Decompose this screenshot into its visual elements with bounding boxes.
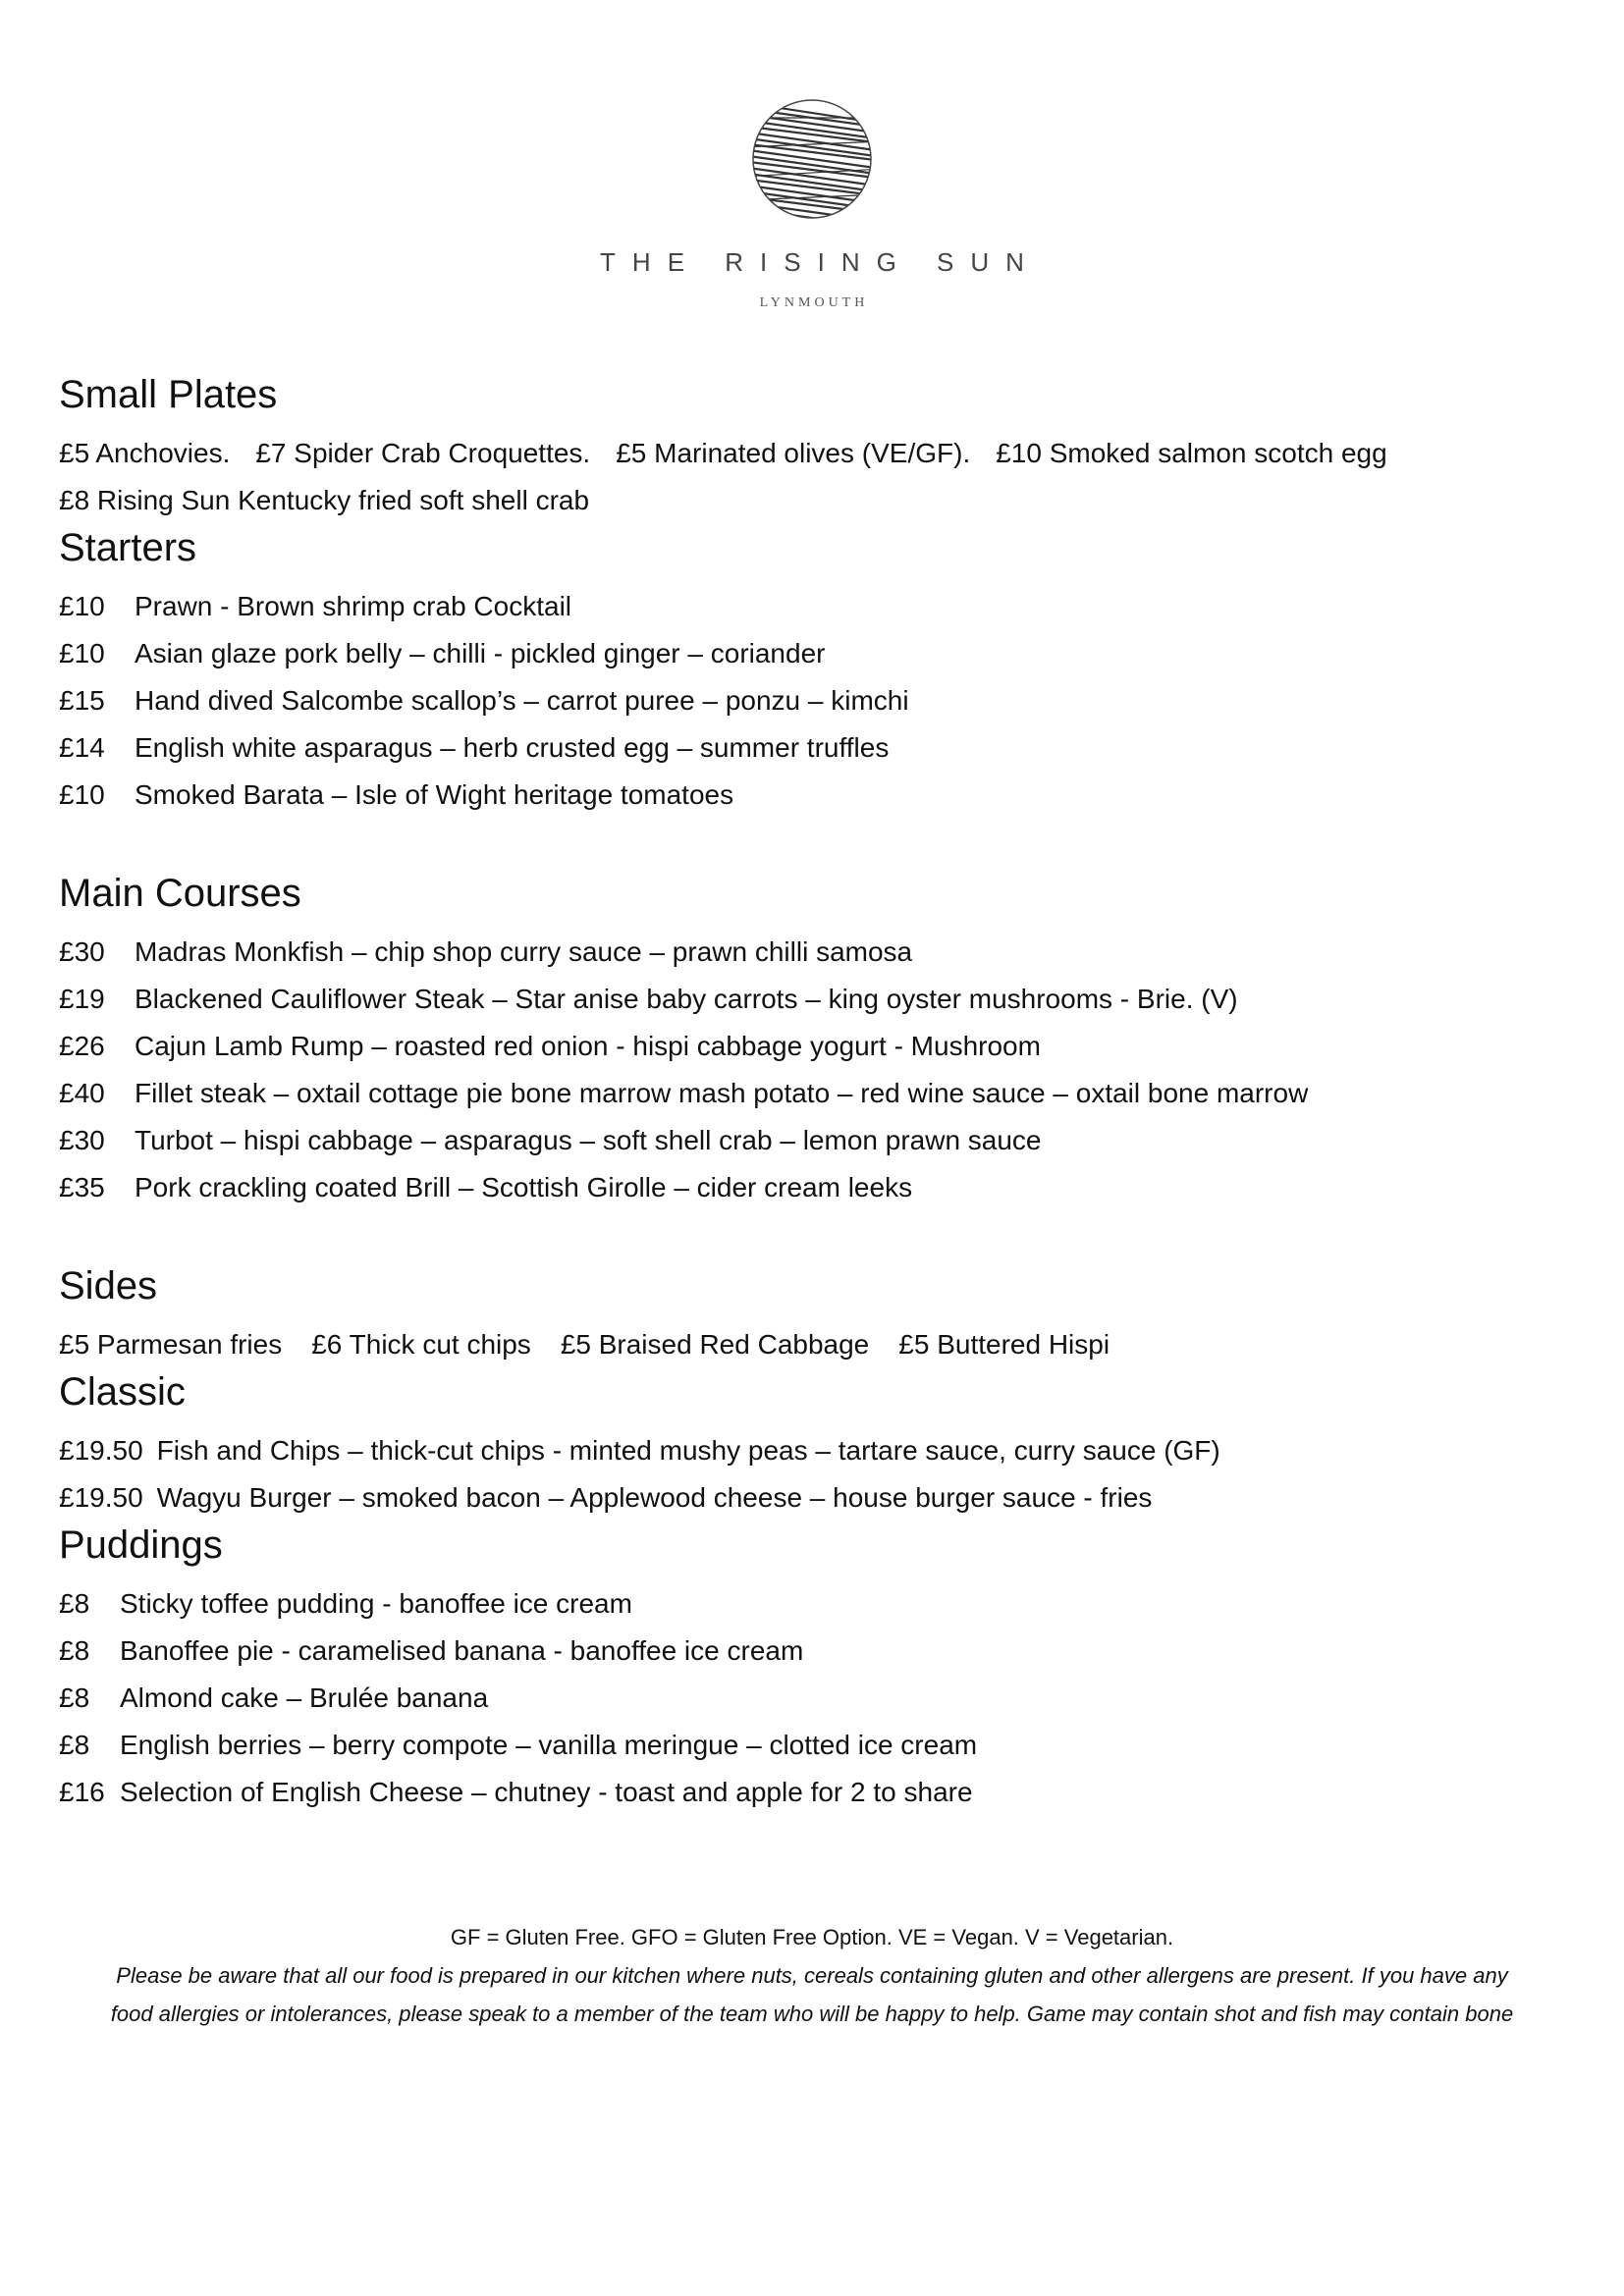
item-name: Prawn - Brown shrimp crab Cocktail: [135, 591, 572, 621]
list-item: [59, 724, 1561, 772]
list-item: [59, 677, 1561, 724]
list-item: [59, 929, 1561, 976]
item-name: Smoked Barata – Isle of Wight heritage tomatoes: [135, 779, 734, 810]
item-price: £10: [59, 591, 105, 621]
item-name: Banoffee pie - caramelised banana - banoffee ice cream: [120, 1635, 804, 1666]
item-name: Turbot – hispi cabbage – asparagus – soft shell crab – lemon prawn sauce: [135, 1125, 1042, 1155]
brand-name: THE RISING SUN: [600, 247, 1041, 277]
item-price: £19.50: [59, 1435, 143, 1466]
dietary-key: GF = Gluten Free. GFO = Gluten Free Option. VE = Vegan. V = Vegetarian.: [450, 1925, 1174, 1949]
list-item: £5 Anchovies.: [59, 438, 231, 468]
section-title-starters: Starters: [59, 526, 197, 569]
item-price: £15: [59, 685, 105, 716]
item-name: Fish and Chips – thick-cut chips - minted mushy peas – tartare sauce, curry sauce (GF): [156, 1435, 1220, 1466]
list-item: [59, 1580, 1561, 1628]
list-item: [59, 583, 1561, 630]
item-price: £16: [59, 1777, 105, 1807]
section-title-classic: Classic: [59, 1370, 186, 1414]
item-price: £10: [59, 638, 105, 668]
list-item: [59, 1474, 1561, 1522]
item-name: Almond cake – Brulée banana: [120, 1682, 489, 1713]
item-name: Blackened Cauliflower Steak – Star anise baby carrots – king oyster mushrooms - Brie. (V): [135, 984, 1238, 1014]
list-item: £5 Parmesan fries: [59, 1329, 283, 1360]
item-name: Hand dived Salcombe scallop’s – carrot puree – ponzu – kimchi: [135, 685, 909, 716]
brand-header: [0, 98, 1624, 311]
list-item: [59, 1722, 1561, 1769]
list-item: £10 Smoked salmon scotch egg: [996, 438, 1387, 468]
item-price: £26: [59, 1031, 105, 1061]
item-name: Cajun Lamb Rump – roasted red onion - hispi cabbage yogurt - Mushroom: [135, 1031, 1041, 1061]
item-price: £19.50: [59, 1482, 143, 1513]
sides-line: [59, 1321, 1561, 1368]
item-price: £14: [59, 732, 105, 763]
item-price: £10: [59, 779, 105, 810]
item-name: Pork crackling coated Brill – Scottish Girolle – cider cream leeks: [135, 1172, 913, 1202]
section-title-small-plates: Small Plates: [59, 373, 278, 416]
list-item: [59, 1628, 1561, 1675]
list-item: [59, 1164, 1561, 1211]
item-name: English white asparagus – herb crusted egg – summer truffles: [135, 732, 890, 763]
item-name: Asian glaze pork belly – chilli - pickled ginger – coriander: [135, 638, 826, 668]
item-price: £30: [59, 1125, 105, 1155]
list-item: [59, 1023, 1561, 1070]
list-item: [59, 1117, 1561, 1164]
list-item: £7 Spider Crab Croquettes.: [255, 438, 591, 468]
list-item: [59, 1769, 1561, 1816]
item-price: £35: [59, 1172, 105, 1202]
item-name: Selection of English Cheese – chutney - toast and apple for 2 to share: [120, 1777, 973, 1807]
item-price: £19: [59, 984, 105, 1014]
list-item: [59, 976, 1561, 1023]
item-price: £8: [59, 1588, 90, 1619]
list-item: [59, 772, 1561, 819]
brand-location: LYNMOUTH: [759, 295, 869, 310]
allergen-footer: [98, 1922, 1526, 2033]
menu-body: [59, 371, 1561, 1816]
item-price: £8: [59, 1635, 90, 1666]
list-item: [59, 1427, 1561, 1474]
small-plates-line: [59, 430, 1561, 477]
rising-sun-logo-icon: [751, 98, 873, 220]
item-name: English berries – berry compote – vanilla meringue – clotted ice cream: [120, 1730, 978, 1760]
item-name: Fillet steak – oxtail cottage pie bone marrow mash potato – red wine sauce – oxtail bone marrow: [135, 1078, 1309, 1108]
item-price: £30: [59, 936, 105, 967]
list-item: [59, 630, 1561, 677]
item-price: £8: [59, 1730, 90, 1760]
allergen-warning: Please be aware that all our food is prepared in our kitchen where nuts, cereals containing gluten and other allergens are present. If you have any food allergies or intolerances, please speak to a member of the team who will be happy to help. Game may contain shot and fish may contain bone: [110, 1963, 1514, 2026]
item-price: £40: [59, 1078, 105, 1108]
list-item: [59, 1070, 1561, 1117]
list-item: £6 Thick cut chips: [311, 1329, 531, 1360]
item-price: £8: [59, 1682, 90, 1713]
item-name: Wagyu Burger – smoked bacon – Applewood cheese – house burger sauce - fries: [156, 1482, 1153, 1513]
list-item: [59, 1675, 1561, 1722]
item-name: Sticky toffee pudding - banoffee ice cream: [120, 1588, 632, 1619]
list-item: £5 Buttered Hispi: [898, 1329, 1110, 1360]
section-title-main-courses: Main Courses: [59, 872, 301, 915]
list-item: £5 Braised Red Cabbage: [560, 1329, 870, 1360]
section-title-sides: Sides: [59, 1264, 158, 1308]
section-title-puddings: Puddings: [59, 1523, 223, 1567]
list-item: £5 Marinated olives (VE/GF).: [616, 438, 971, 468]
item-name: Madras Monkfish – chip shop curry sauce – prawn chilli samosa: [135, 936, 913, 967]
list-item: £8 Rising Sun Kentucky fried soft shell crab: [59, 485, 590, 515]
